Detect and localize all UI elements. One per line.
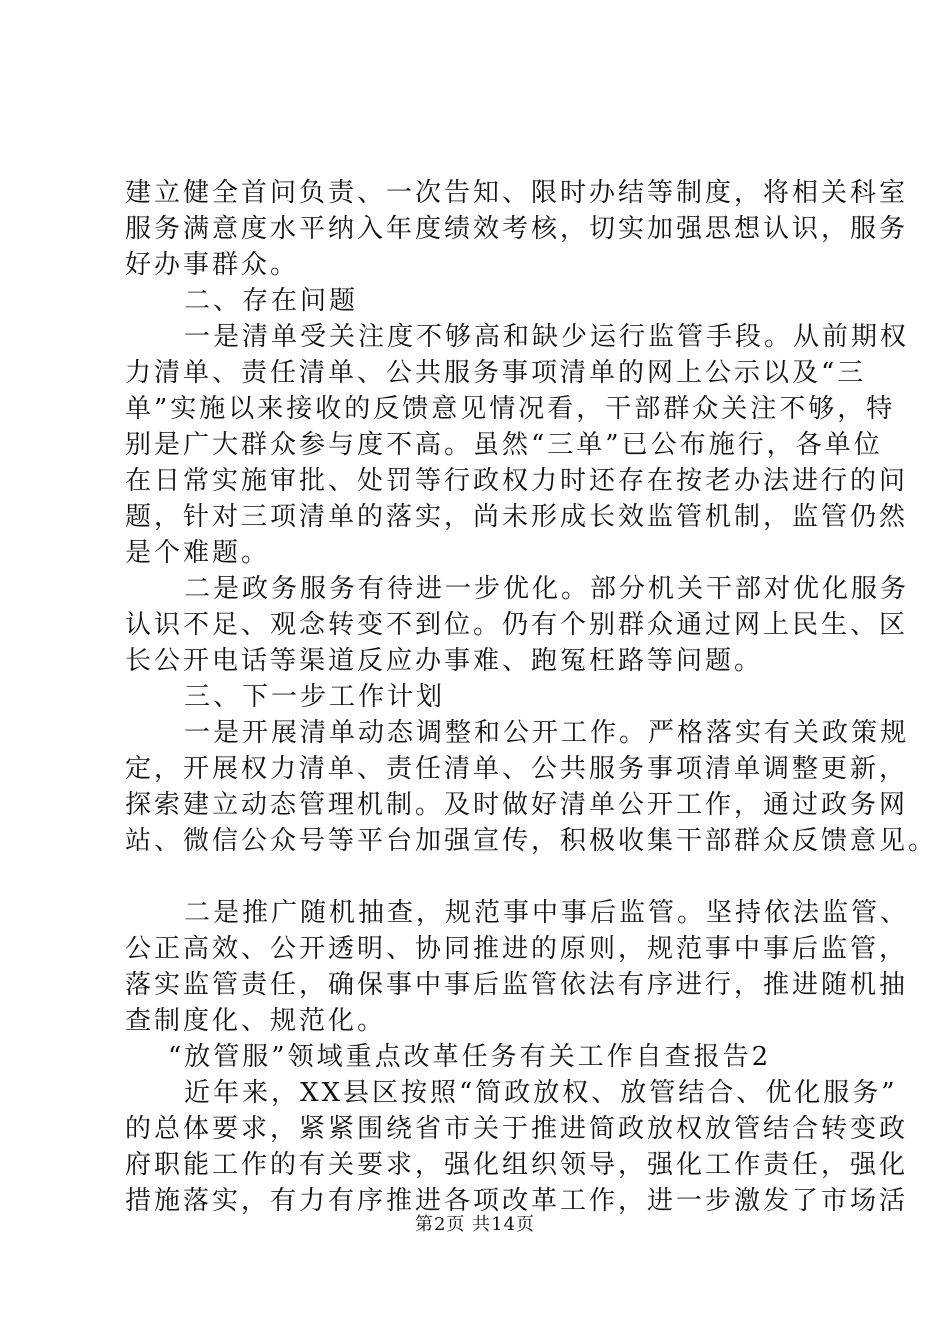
text-line: 府职能工作的有关要求，强化组织领导，强化工作责任，强化 <box>125 1150 909 1180</box>
text-line: 措施落实，有力有序推进各项改革工作，进一步激发了市场活 <box>125 1186 909 1216</box>
text-line: 二是政务服务有待进一步优化。部分机关干部对优化服务 <box>184 574 910 604</box>
text-line: 题，针对三项清单的落实，尚未形成长效监管机制，监管仍然 <box>125 502 909 532</box>
page-number: 第2页 共14页 <box>414 1214 536 1235</box>
report-title: “放管服”领域重点改革任务有关工作自查报告2 <box>168 1042 772 1072</box>
text-line: 服务满意度水平纳入年度绩效考核，切实加强思想认识，服务 <box>125 214 909 244</box>
text-line: 近年来，XX县区按照“简政放权、放管结合、优化服务” <box>184 1078 898 1108</box>
text-line: 认识不足、观念转变不到位。仍有个别群众通过网上民生、区 <box>125 610 909 640</box>
text-line: 建立健全首问负责、一次告知、限时办结等制度，将相关科室 <box>125 178 909 208</box>
text-line: 好办事群众。 <box>125 250 300 280</box>
text-line: 单”实施以来接收的反馈意见情况看，干部群众关注不够，特 <box>125 394 896 424</box>
text-line: 在日常实施审批、处罚等行政权力时还存在按老办法进行的问 <box>125 466 909 496</box>
text-line: 定，开展权力清单、责任清单、公共服务事项清单调整更新， <box>125 754 909 784</box>
text-line: 落实监管责任，确保事中事后监管依法有序进行，推进随机抽 <box>125 970 909 1000</box>
text-line: 是个难题。 <box>125 538 271 568</box>
text-line: 查制度化、规范化。 <box>125 1006 387 1036</box>
text-line: 公正高效、公开透明、协同推进的原则，规范事中事后监管， <box>125 934 909 964</box>
text-line: 的总体要求，紧紧围绕省市关于推进简政放权放管结合转变政 <box>125 1114 909 1144</box>
section-heading: 三、下一步工作计划 <box>184 682 446 712</box>
text-line: 二是推广随机抽查，规范事中事后监管。坚持依法监管、 <box>184 898 910 928</box>
text-line: 探索建立动态管理机制。及时做好清单公开工作，通过政务网 <box>125 790 909 820</box>
text-line: 一是开展清单动态调整和公开工作。严格落实有关政策规 <box>184 718 910 748</box>
text-line: 长公开电话等渠道反应办事难、跑冤枉路等问题。 <box>125 646 764 676</box>
section-heading: 二、存在问题 <box>184 286 359 316</box>
text-line: 力清单、责任清单、公共服务事项清单的网上公示以及“三 <box>125 358 867 388</box>
text-line: 别是广大群众参与度不高。虽然“三单”已公布施行，各单位 <box>125 430 883 460</box>
text-line: 站、微信公众号等平台加强宣传，积极收集干部群众反馈意见。 <box>125 826 938 856</box>
text-line: 一是清单受关注度不够高和缺少运行监管手段。从前期权 <box>184 322 910 352</box>
